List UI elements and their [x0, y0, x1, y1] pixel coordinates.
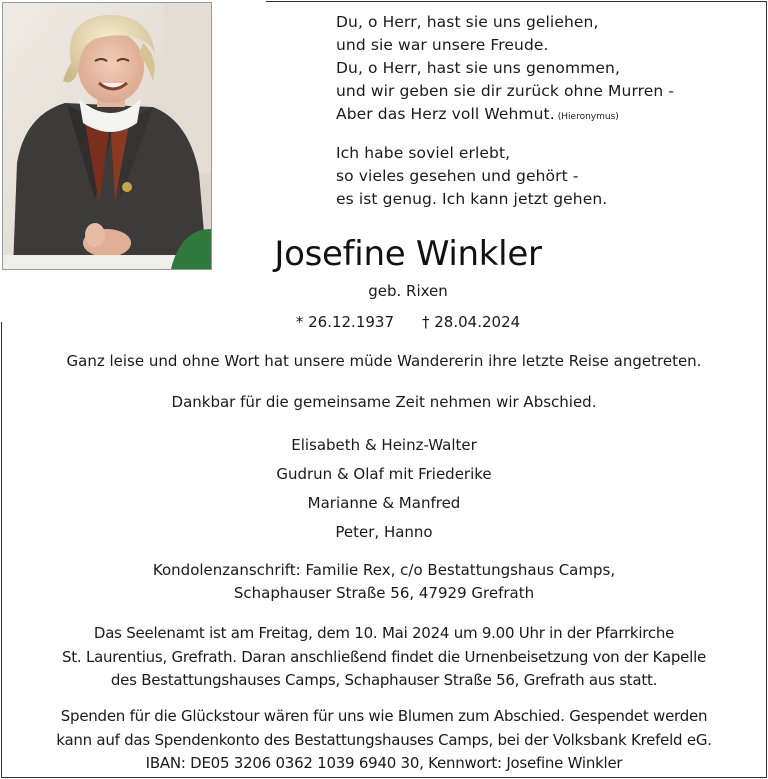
gratitude-text: Dankbar für die gemeinsame Zeit nehmen wir Abschied. [171, 393, 597, 411]
born-name: geb. Rixen [368, 282, 448, 300]
portrait-photo [2, 2, 212, 270]
life-dates [270, 311, 546, 333]
poem-line: und sie war unsere Freude. [336, 36, 549, 54]
donation-line: Spenden für die Glückstour wären für uns wie Blumen zum Abschied. Gespendet werden [60, 707, 708, 725]
poem-line: Du, o Herr, hast sie uns genommen, [336, 59, 621, 77]
frame-rule-top [266, 1, 766, 2]
poem-line: so vieles gesehen und gehört - [336, 167, 579, 185]
donation-line: kann auf das Spendenkonto des Bestattungshauses Camps, bei der Volksbank Krefeld eG. [56, 730, 712, 749]
donation-line: IBAN: DE05 3206 0362 1039 6940 30, Kennwort: Josefine Winkler [145, 754, 623, 772]
stanza-gap [336, 129, 756, 142]
frame-rule-right [766, 1, 767, 778]
condolence-address [4, 559, 764, 605]
condolence-line: Kondolenzanschrift: Familie Rex, c/o Bestattungshaus Camps, [152, 561, 616, 579]
poem-line: Ich habe soviel erlebt, [336, 144, 511, 162]
poem-line: und wir geben sie dir zurück ohne Murren - [336, 82, 675, 100]
service-line: St. Laurentius, Grefrath. Daran anschließend findet die Urnenbeisetzung von der Kapelle [62, 647, 706, 666]
death-date: † 28.04.2024 [422, 313, 521, 331]
mourner: Marianne & Manfred [307, 494, 461, 512]
mourner: Elisabeth & Heinz-Walter [291, 436, 477, 454]
mourner: Peter, Hanno [335, 523, 433, 541]
service-line: des Bestattungshauses Camps, Schaphauser Straße 56, Grefrath aus statt. [110, 671, 658, 689]
frame-rule-left [1, 322, 2, 778]
poem-line: Du, o Herr, hast sie uns geliehen, [336, 13, 599, 31]
donation-info [4, 705, 764, 776]
condolence-line: Schaphauser Straße 56, 47929 Grefrath [233, 584, 535, 602]
service-info [4, 622, 764, 693]
mourner: Gudrun & Olaf mit Friederike [276, 465, 492, 483]
poem-line: es ist genug. Ich kann jetzt gehen. [336, 190, 608, 208]
poem-line: Aber das Herz voll Wehmut. [336, 105, 555, 123]
mourners-list [4, 431, 764, 547]
intro-text: Ganz leise und ohne Wort hat unsere müde Wandererin ihre letzte Reise angetreten. [66, 352, 702, 370]
poem-source: (Hieronymus) [557, 112, 619, 122]
service-line: Das Seelenamt ist am Freitag, dem 10. Mai 2024 um 9.00 Uhr in der Pfarrkirche [93, 624, 675, 642]
poem-line-with-source [336, 103, 756, 129]
poem [336, 11, 756, 211]
deceased-name: Josefine Winkler [274, 234, 542, 274]
birth-date: * 26.12.1937 [295, 313, 394, 331]
frame-rule-bottom [1, 777, 766, 778]
